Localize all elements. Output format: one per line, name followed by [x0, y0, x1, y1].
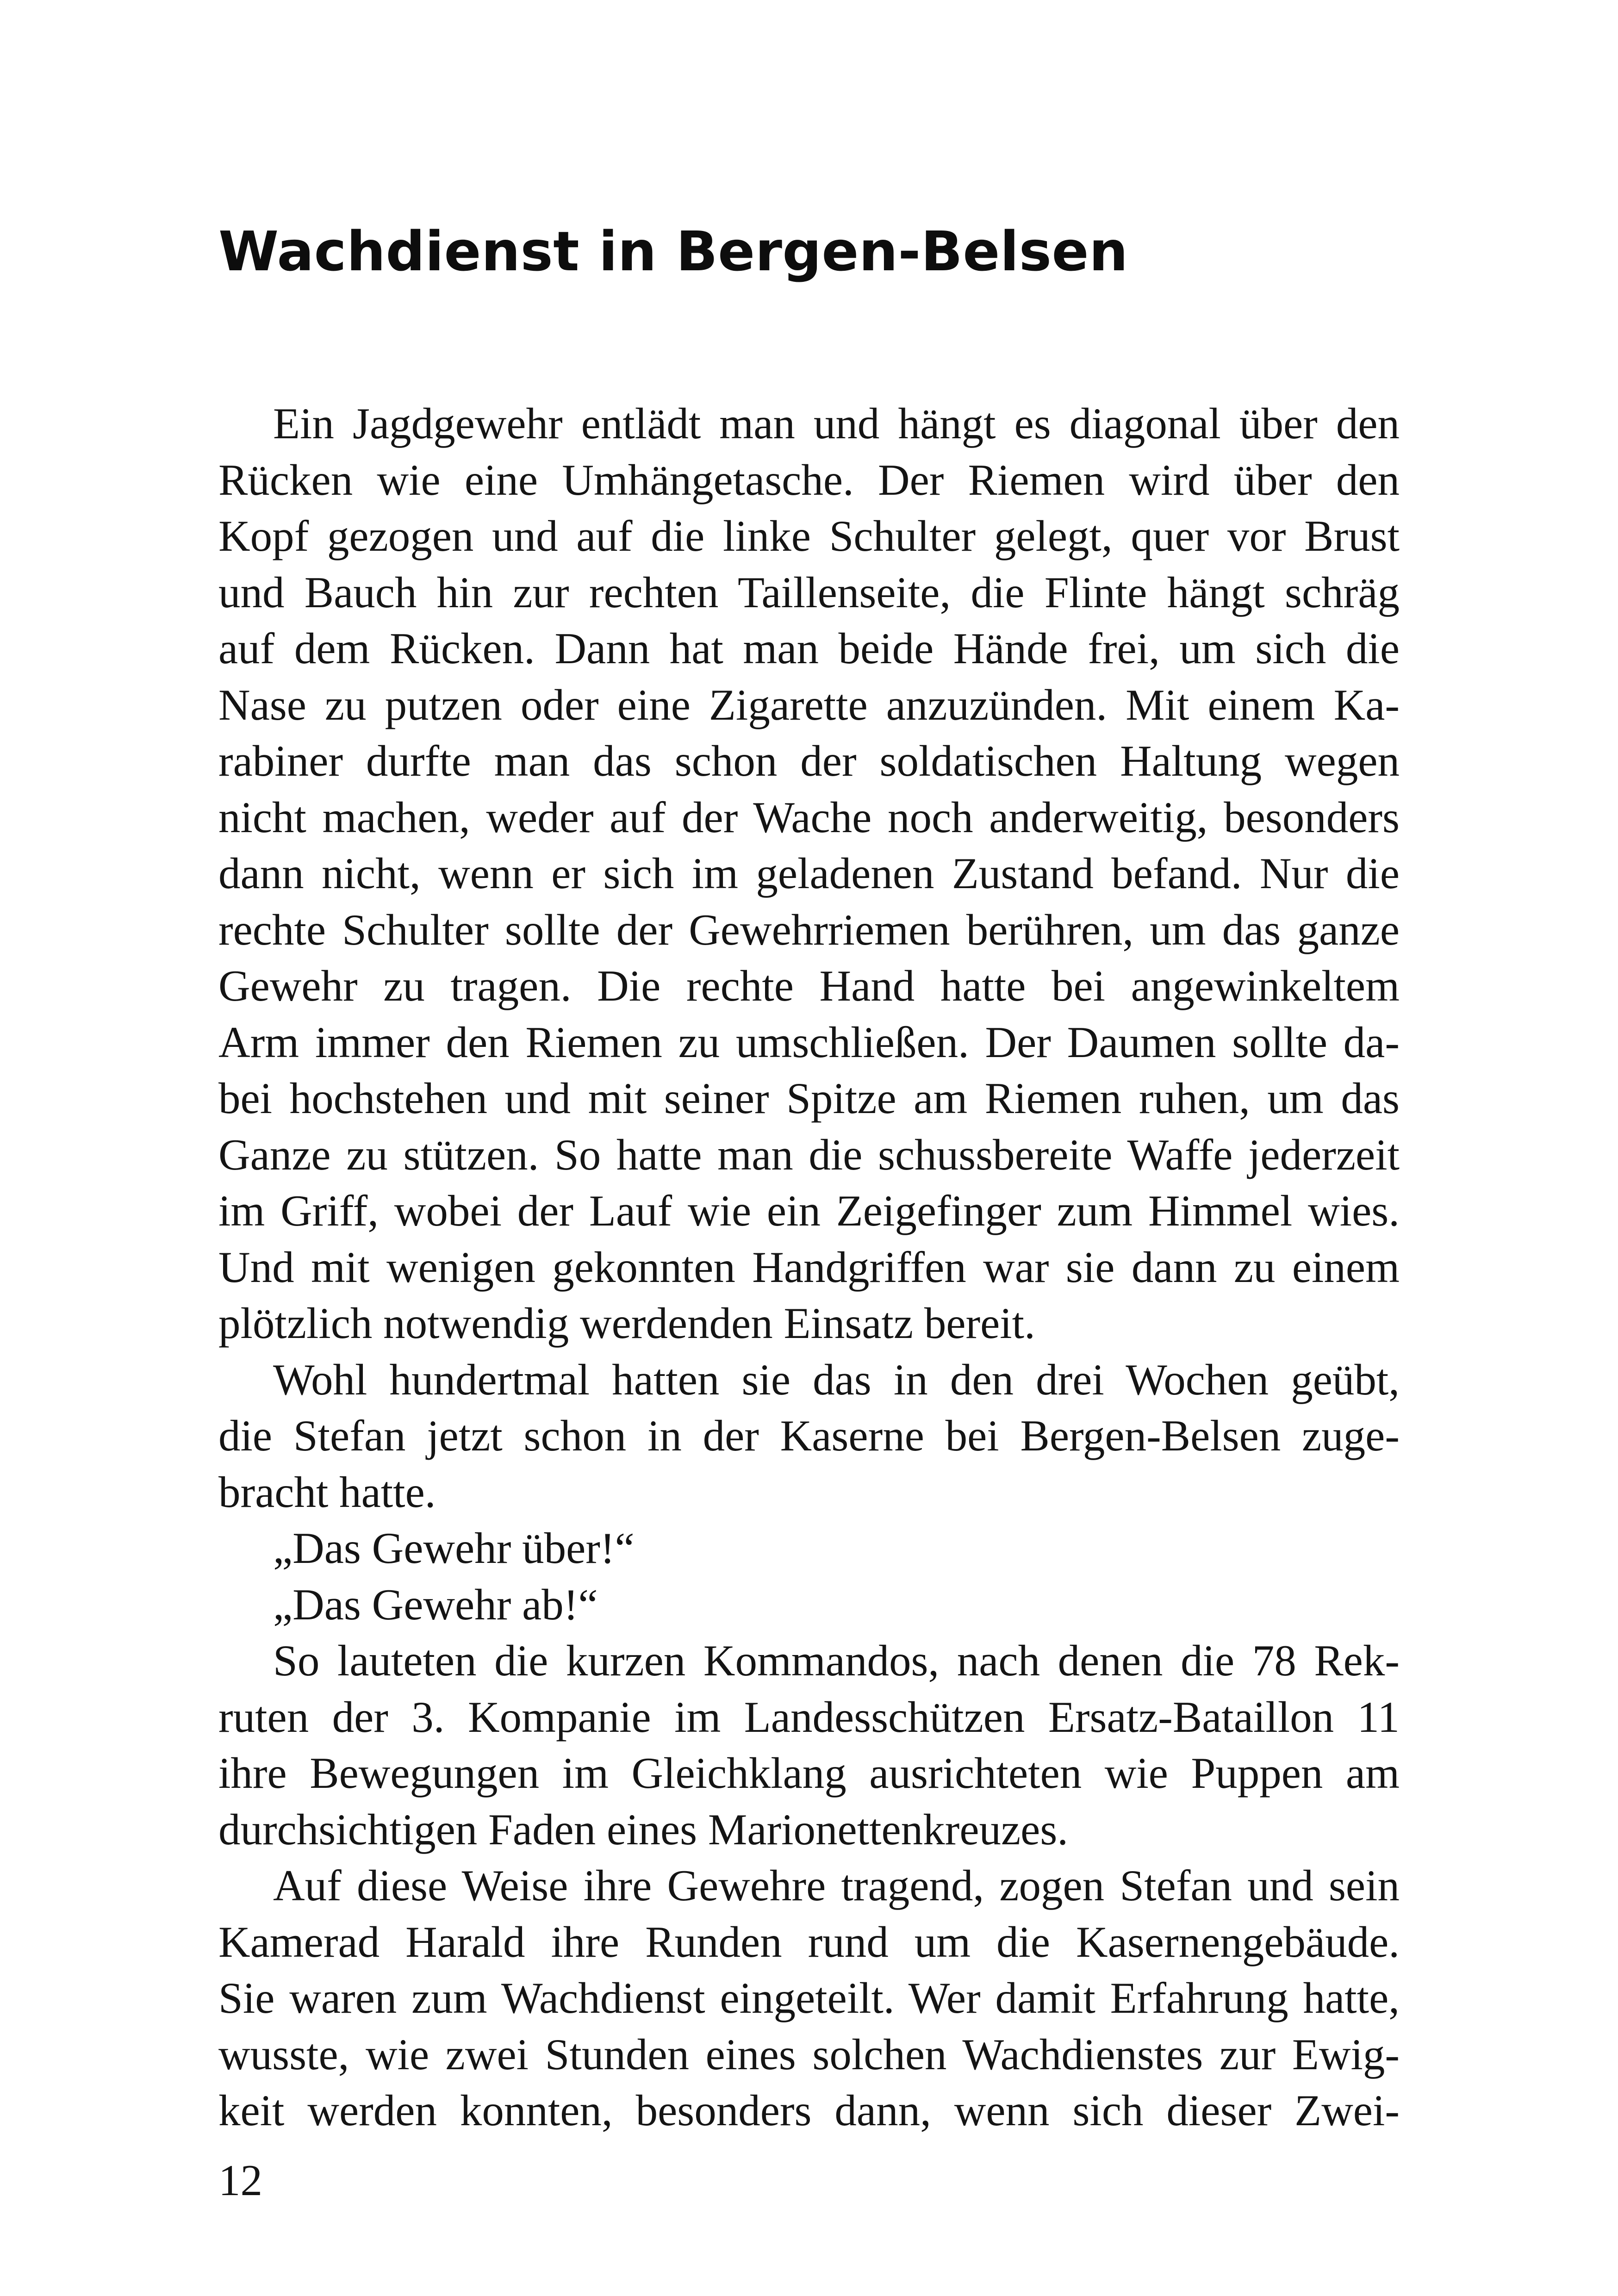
text-line: Und mit wenigen gekonnten Handgriffen war sie dann zu einem: [218, 1242, 1400, 1292]
text-line: rabiner durfte man das schon der soldatischen Haltung wegen: [218, 736, 1400, 785]
text-line: ihre Bewegungen im Gleichklang ausrichteten wie Puppen am: [218, 1748, 1400, 1798]
text-line: auf dem Rücken. Dann hat man beide Hände frei, um sich die: [218, 624, 1400, 673]
text-line: Nase zu putzen oder eine Zigarette anzuzünden. Mit einem Ka-: [218, 680, 1400, 729]
paragraph: [218, 1577, 1400, 1633]
paragraph: [218, 1352, 1400, 1521]
text-line: Arm immer den Riemen zu umschließen. Der Daumen sollte da-: [218, 1017, 1400, 1067]
page-number: 12: [218, 2156, 262, 2205]
text-line: Rücken wie eine Umhängetasche. Der Riemen wird über den: [218, 455, 1400, 504]
text-line: und Bauch hin zur rechten Taillenseite, die Flinte hängt schräg: [218, 567, 1400, 617]
text-line: keit werden konnten, besonders dann, wenn sich dieser Zwei-: [218, 2086, 1400, 2135]
text-line: Ganze zu stützen. So hatte man die schussbereite Waffe jederzeit: [218, 1130, 1400, 1179]
text-line: Wohl hundertmal hatten sie das in den drei Wochen geübt,: [273, 1355, 1400, 1404]
text-line: „Das Gewehr über!“: [273, 1524, 635, 1573]
text-line: die Stefan jetzt schon in der Kaserne bei Bergen-Belsen zuge-: [218, 1411, 1400, 1460]
text-line: Kopf gezogen und auf die linke Schulter gelegt, quer vor Brust: [218, 511, 1400, 560]
text-line: dann nicht, wenn er sich im geladenen Zustand befand. Nur die: [218, 849, 1400, 898]
text-line: bracht hatte.: [218, 1467, 436, 1517]
text-line: Sie waren zum Wachdienst eingeteilt. Wer damit Erfahrung hatte,: [218, 1973, 1400, 2022]
paragraph: [218, 1858, 1400, 2139]
paragraph: [218, 396, 1400, 1352]
text-line: Gewehr zu tragen. Die rechte Hand hatte bei angewinkeltem: [218, 961, 1400, 1010]
text-line: rechte Schulter sollte der Gewehrriemen berühren, um das ganze: [218, 905, 1400, 954]
text-line: bei hochstehen und mit seiner Spitze am Riemen ruhen, um das: [218, 1074, 1400, 1123]
text-line: im Griff, wobei der Lauf wie ein Zeigefinger zum Himmel wies.: [218, 1186, 1400, 1235]
text-line: Kamerad Harald ihre Runden rund um die Kasernengebäude.: [218, 1917, 1400, 1966]
text-line: durchsichtigen Faden eines Marionettenkreuzes.: [218, 1804, 1069, 1854]
text-line: wusste, wie zwei Stunden eines solchen Wachdienstes zur Ewig-: [218, 2029, 1400, 2079]
text-line: „Das Gewehr ab!“: [273, 1580, 598, 1629]
text-line: So lauteten die kurzen Kommandos, nach denen die 78 Rek-: [273, 1636, 1400, 1685]
text-line: Auf diese Weise ihre Gewehre tragend, zogen Stefan und sein: [273, 1861, 1400, 1910]
text-line: plötzlich notwendig werdenden Einsatz bereit.: [218, 1299, 1035, 1348]
chapter-title: Wachdienst in Bergen-Belsen: [218, 219, 1128, 283]
text-line: Ein Jagdgewehr entlädt man und hängt es diagonal über den: [273, 399, 1400, 448]
text-line: nicht machen, weder auf der Wache noch anderweitig, besonders: [218, 792, 1400, 842]
paragraph: [218, 1633, 1400, 1858]
paragraph: [218, 1520, 1400, 1577]
body-text: [218, 396, 1400, 2139]
text-line: ruten der 3. Kompanie im Landesschützen Ersatz-Bataillon 11: [218, 1692, 1400, 1742]
